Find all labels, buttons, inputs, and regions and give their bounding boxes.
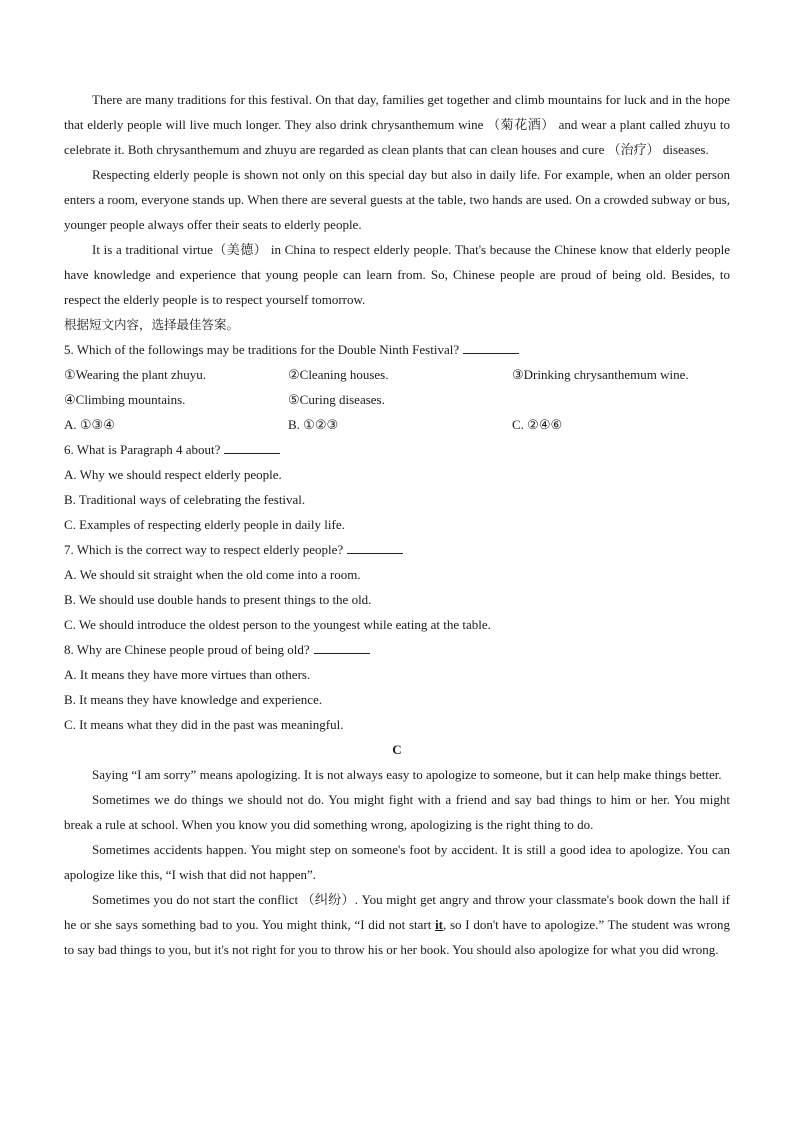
content-column xyxy=(64,87,730,962)
question-5-option-c: C. ②④⑥ xyxy=(512,417,563,432)
question-8-option-a: A. It means they have more virtues than others. xyxy=(64,667,311,682)
question-5-option-b: B. ①②③ xyxy=(288,417,339,432)
question-7-option-c: C. We should introduce the oldest person to the youngest while eating at the table. xyxy=(64,617,491,632)
passage-c-paragraph-accidents: Sometimes accidents happen. You might step on someone's foot by accident. It is still a good idea to apologize. You can apologize like this, “I wish that did not happen”. xyxy=(64,842,730,882)
answer-blank-5 xyxy=(463,339,519,354)
question-6-stem xyxy=(64,437,730,462)
question-5-option-a: A. ①③④ xyxy=(64,417,115,432)
question-6-option-c: C. Examples of respecting elderly people in daily life. xyxy=(64,517,345,532)
question-7-stem xyxy=(64,537,730,562)
question-5-item-3: ③Drinking chrysanthemum wine. xyxy=(512,367,689,382)
answer-blank-8 xyxy=(314,639,370,654)
question-7-option-b: B. We should use double hands to present things to the old. xyxy=(64,592,372,607)
question-6-text: 6. What is Paragraph 4 about? xyxy=(64,442,221,457)
question-6-option-a: A. Why we should respect elderly people. xyxy=(64,467,282,482)
question-8-option-b: B. It means they have knowledge and experience. xyxy=(64,692,323,707)
passage-c-paragraph-wrong-things: Sometimes we do things we should not do. You might fight with a friend and say bad things to him or her. You might break a rule at school. When you know you did something wrong, apologizing is the right thing to do. xyxy=(64,792,730,832)
question-5-items-row-2 xyxy=(64,387,730,412)
conflict-text-after: , so I don't have to apologize.” The student was wrong to say bad things to you, but it's not right for you to throw his or her book. You should also apologize for what you did wrong. xyxy=(64,917,730,957)
question-5-text: 5. Which of the followings may be traditions for the Double Ninth Festival? xyxy=(64,342,460,357)
passage-c-paragraph-apologizing: Saying “I am sorry” means apologizing. It is not always easy to apologize to someone, but it can help make things better. xyxy=(92,767,722,782)
question-8-option-c: C. It means what they did in the past was meaningful. xyxy=(64,717,344,732)
answer-blank-7 xyxy=(347,539,403,554)
question-5-stem xyxy=(64,337,730,362)
question-6-option-b: B. Traditional ways of celebrating the festival. xyxy=(64,492,306,507)
passage-b-paragraph-traditions: There are many traditions for this festival. On that day, families get together and climb mountains for luck and in the hope that elderly people will live much longer. They also drink chrysanthemum wine （菊花酒） and wear a plant called zhuyu to celebrate it. Both chrysanthemum and zhuyu are regarded as clean plants that can clean houses and cure （治疗） diseases. xyxy=(64,92,730,157)
passage-c-paragraph-conflict xyxy=(64,887,730,962)
question-5-options xyxy=(64,412,730,437)
question-7-option-a: A. We should sit straight when the old come into a room. xyxy=(64,567,361,582)
emphasized-word: it xyxy=(435,917,444,932)
question-5-item-1: ①Wearing the plant zhuyu. xyxy=(64,367,207,382)
passage-b-paragraph-daily-life: Respecting elderly people is shown not only on this special day but also in daily life. For example, when an older person enters a room, everyone stands up. When there are several guests at the table, two hands are used. On a crowded subway or bus, younger people always offer their seats to elderly people. xyxy=(64,167,730,232)
question-5-item-2: ②Cleaning houses. xyxy=(288,367,389,382)
question-5-item-4: ④Climbing mountains. xyxy=(64,392,186,407)
conflict-text-before: Sometimes you do not start the conflict （纠纷）. You might get angry and throw your classmate's book down the hall if he or she says something bad to you. You might think, “I did not start xyxy=(64,892,730,932)
question-8-stem xyxy=(64,637,730,662)
section-c-heading: C xyxy=(392,742,402,757)
question-5-items-row-1 xyxy=(64,362,730,387)
instruction-text: 根据短文内容，选择最佳答案。 xyxy=(64,317,240,332)
question-5-item-5: ⑤Curing diseases. xyxy=(288,392,385,407)
question-8-text: 8. Why are Chinese people proud of being old? xyxy=(64,642,310,657)
passage-b-paragraph-virtue: It is a traditional virtue（美德） in China to respect elderly people. That's because the Chinese know that elderly people have knowledge and experience that young people can learn from. So, Chinese people are proud of being old. Besides, to respect the elderly people is to respect yourself tomorrow. xyxy=(64,242,730,307)
answer-blank-6 xyxy=(224,439,280,454)
question-7-text: 7. Which is the correct way to respect elderly people? xyxy=(64,542,344,557)
